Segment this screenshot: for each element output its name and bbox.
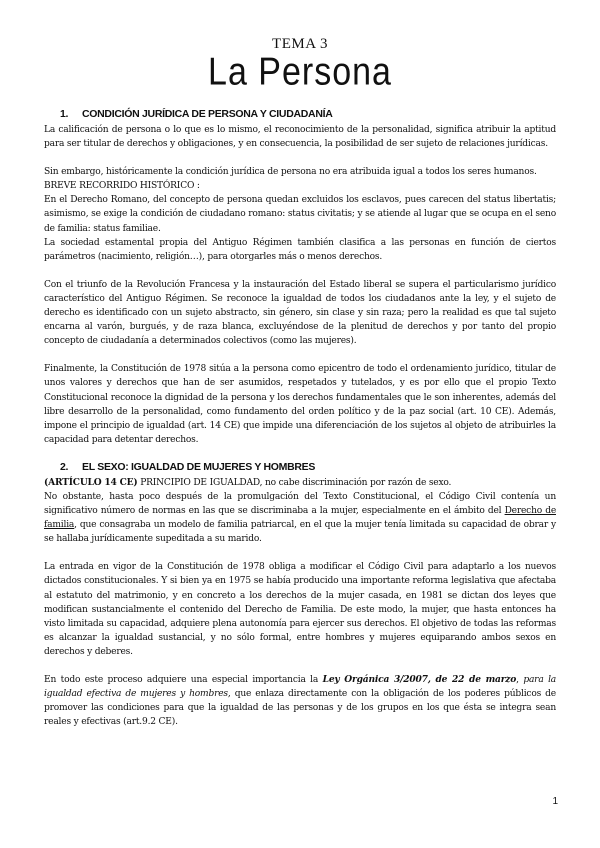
paragraph: En el Derecho Romano, del concepto de persona quedan excluidos los esclavos, pues carecen del status libertatis; asimismo, se exige la condición de ciudadano romano: status civitatis; y se atiende al lugar que se ocupa en el seno de familia: status familiae. — [44, 195, 556, 234]
section-2-heading — [44, 461, 556, 473]
paragraph-text: , que enlaza directamente con la obligación de los poderes públicos de promover las condiciones para que la igualdad de las personas y de los grupos en los que ésta se integra sean reales y efectivas (art.9.2 CE). — [44, 689, 556, 728]
paragraph-text: PRINCIPIO DE IGUALDAD, no cabe discriminación por razón de sexo. — [137, 477, 452, 488]
paragraph: La entrada en vigor de la Constitución de 1978 obliga a modificar el Código Civil para adaptarlo a los nuevos dictados constitucionales. Y si bien ya en 1975 se había producido una importante reforma legislativa que afectaba al estatuto del matrimonio, y en concreto a los derechos de la mujer casada, en 1981 se dictan dos leyes que modifican sustancialmente el contenido del Derecho de Familia. De este modo, la mujer, que hasta entonces ha visto limitada su capacidad, adquiere plena autonomía para ejercer sus derechos. El objetivo de todas las reformas es alcanzar la igualdad sustancial, y no sólo formal, entre hombres y mujeres equiparando ambos sexos en derechos y deberes. — [44, 562, 556, 657]
paragraph-text: No obstante, hasta poco después de la promulgación del Texto Constitucional, el Código Civil contenía un significativo número de normas en las que se discriminaba a la mujer, especialmente en el ámbito del — [44, 491, 556, 517]
paragraph: Finalmente, la Constitución de 1978 sitúa a la persona como epicentro de todo el ordenamiento jurídico, titular de unos valores y derechos que han de ser asumidos, respetados y tutelados, y es por ello que el propio Texto Constitucional reconoce la dignidad de la persona y los derechos fundamentales que le son inherentes, además del libre desarrollo de la personalidad, como fundamento del orden político y de la paz social (art. 10 CE). Además, impone el principio de igualdad (art. 14 CE) que impide una diferenciación de los sujetos al objeto de atribuirles la capacidad para detentar derechos. — [44, 364, 556, 445]
section-1-title: CONDICIÓN JURÍDICA DE PERSONA Y CIUDADANÍA — [82, 108, 333, 120]
family-law-link[interactable]: Derecho de familia — [44, 506, 556, 531]
paragraph-text: En todo este proceso adquiere una especial importancia la — [44, 675, 323, 685]
section-1-number: 1. — [60, 108, 69, 120]
law-title: para la igualdad efectiva de mujeres y hombres — [44, 675, 557, 700]
page-title: La Persona — [208, 50, 392, 94]
paragraph — [44, 476, 556, 490]
page-number: 1 — [552, 796, 558, 807]
paragraph-text: , que consagraba un modelo de familia patriarcal, en el que la mujer tenía limitada su capacidad de obrar y se hallaba jurídicamente supeditada a su marido. — [44, 520, 556, 545]
paragraph-text: , — [516, 675, 524, 685]
paragraph: La sociedad estamental propia del Antiguo Régimen también clasifica a las personas en función de ciertos parámetros (nacimiento, religión…), para otorgarles más o menos derechos. — [44, 237, 556, 262]
article-reference: (ARTÍCULO 14 CE) — [44, 476, 138, 488]
topic-number: TEMA 3 — [272, 36, 328, 52]
paragraph — [44, 490, 556, 546]
paragraph: Con el triunfo de la Revolución Francesa y la instauración del Estado liberal se supera el particularismo jurídico característico del Antiguo Régimen. Se reconoce la igualdad de todos los ciudadanos ante la ley, y el sujeto de derecho es identificado con un sujeto abstracto, sin género, sin clase y sin raza; pero la realidad es que tal sujeto encarna al varón, burgués, y de raza blanca, excluyéndose de la plenitud de derechos y por tanto del propio concepto de ciudadanía a determinados colectivos (como las mujeres). — [44, 279, 556, 347]
paragraph: La calificación de persona o lo que es lo mismo, el reconocimiento de la personalidad, significa atribuir la aptitud para ser titular de derechos y obligaciones, y en consecuencia, la posibilidad de ser sujeto de relaciones jurídicas. — [44, 125, 556, 150]
paragraph: Sin embargo, históricamente la condición jurídica de persona no era atribuida igual a todos los seres humanos. — [44, 167, 537, 178]
paragraph — [44, 673, 556, 729]
section-2-title: EL SEXO: IGUALDAD DE MUJERES Y HOMBRES — [82, 460, 316, 473]
law-reference: Ley Orgánica 3/2007, de 22 de marzo — [322, 674, 517, 685]
section-2-number: 2. — [60, 460, 69, 473]
subheading: BREVE RECORRIDO HISTÓRICO : — [44, 181, 200, 192]
section-1-heading — [44, 108, 556, 120]
